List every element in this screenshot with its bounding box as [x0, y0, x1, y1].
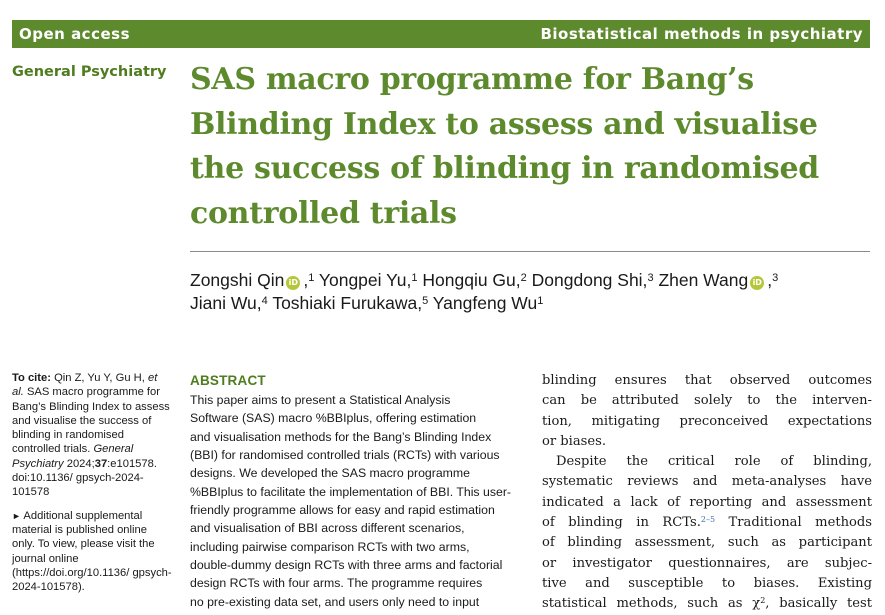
abstract-line: and visualisation methods for the Bang’s Blinding Index	[190, 429, 492, 444]
orcid-icon[interactable]: iD	[750, 276, 764, 290]
abstract-line: This paper aims to present a Statistical Analysis	[190, 393, 451, 407]
body-line: blinding ensures that observed outcomes	[542, 373, 872, 388]
abstract-text	[190, 391, 530, 611]
supplemental-text[interactable]: Additional supplemental material is published online only. To view, please visit the journal online (https://doi.org/10.1136/ gpsych-2024-101578).	[12, 509, 172, 594]
body-line: tive and susceptible to biases. Existing	[542, 575, 872, 591]
abstract-line: no pre-existing data set, and users only need to input	[190, 594, 480, 609]
cite-journal: General Psychiatry	[12, 443, 134, 470]
cite-year: 2024;	[66, 457, 95, 470]
affiliation-ref: 1	[308, 272, 315, 284]
title-line: Blinding Index to assess and visualise	[190, 106, 818, 142]
author-name[interactable]: Zhen Wang	[658, 270, 749, 290]
abstract-line: (BBI) for randomised controlled trials (RCTs) with various	[190, 448, 500, 463]
body-text	[542, 371, 872, 615]
author-list: Zongshi Qin iD ,$^1$ Yongpei Yu,$^1$ Hongqiu Gu,$^2$ Dongdong Shi,$^3$ Zhen Wang iD ,$^3$ Jiani Wu,$^4$ Toshiaki Furukawa,$^5$ Yangfeng Wu$^1$	[190, 270, 779, 313]
reference-link[interactable]: 2–5	[700, 515, 716, 525]
citation-block	[12, 371, 172, 500]
header-bar	[12, 20, 870, 48]
abstract-line: Software (SAS) macro %BBIplus, offering estimation	[190, 411, 477, 426]
author-name[interactable]: Yongpei Yu,	[318, 270, 412, 290]
cite-authors: Qin Z, Yu Y, Gu H,	[54, 372, 145, 384]
abstract-line: designs. We developed the SAS macro programme	[190, 466, 471, 481]
superscript: 2	[760, 596, 766, 606]
affiliation-ref: 5	[422, 295, 429, 307]
cite-label: To cite:	[12, 372, 51, 384]
affiliation-ref: 1	[411, 272, 418, 284]
journal-name: General Psychiatry	[12, 64, 167, 80]
author-name[interactable]: Jiani Wu,	[190, 293, 262, 313]
cite-etal: et al.	[12, 372, 158, 399]
body-line: systematic reviews and meta-analyses have	[542, 474, 872, 490]
section-label: Biostatistical methods in psychiatry	[540, 25, 863, 43]
body-line: indicated a lack of reporting and assessment	[542, 494, 872, 510]
abstract-line: %BBIplus to facilitate the implementation of BBI. This user-	[190, 484, 512, 499]
affiliation-ref: 3	[647, 272, 654, 284]
cite-doi[interactable]: :e101578. doi:10.1136/ gpsych-2024-101578	[12, 457, 157, 499]
abstract-line: including pairwise comparison RCTs with two arms,	[190, 539, 470, 554]
abstract-line: and visualisation of BBI across different scenarios,	[190, 521, 465, 536]
affiliation-ref: 3	[772, 272, 779, 284]
title-line: controlled trials	[190, 195, 457, 231]
author-name[interactable]: Zongshi Qin	[190, 270, 285, 290]
supplemental-note	[12, 509, 172, 595]
body-line: or investigator questionnaires, are subjec-	[542, 555, 872, 571]
body-line: can be attributed solely to the interven-	[542, 393, 872, 409]
author-name[interactable]: Toshiaki Furukawa,	[272, 293, 423, 313]
body-line: of blinding in RCTs.$^{2-5}$ Traditional methods	[542, 515, 872, 531]
author-name[interactable]: Hongqiu Gu,	[422, 270, 521, 290]
title-divider	[190, 251, 870, 252]
title-line: SAS macro programme for Bang’s	[190, 62, 754, 97]
citation-sidebar	[12, 371, 172, 594]
body-line: tion, mitigating preconceived expectations	[542, 413, 872, 429]
abstract-heading: ABSTRACT	[190, 373, 266, 388]
open-access-label: Open access	[19, 25, 130, 43]
body-line: Despite the critical role of blinding,	[556, 454, 872, 470]
author-name[interactable]: Dongdong Shi,	[531, 270, 648, 290]
body-line: or biases.	[542, 433, 607, 449]
affiliation-ref: 2	[520, 272, 527, 284]
affiliation-ref: 4	[261, 295, 268, 307]
article-title	[190, 58, 880, 236]
body-line: of blinding assessment, such as participant	[542, 535, 872, 551]
author-name[interactable]: Yangfeng Wu	[432, 293, 538, 313]
orcid-icon[interactable]: iD	[286, 276, 300, 290]
abstract-line: design RCTs with four arms. The programme requires	[190, 576, 483, 591]
cite-volume: 37	[94, 457, 108, 470]
cite-title: SAS macro programme for Bang’s Blinding Index to assess and visualise the success of blinding in randomised controlled trials.	[12, 386, 170, 456]
abstract-line: friendly programme allows for easy and rapid estimation	[190, 503, 495, 518]
title-line: the success of blinding in randomised	[190, 151, 819, 186]
affiliation-ref: 1	[537, 295, 544, 307]
abstract-line: double-dummy design RCTs with three arms and factorial	[190, 558, 503, 573]
body-line: statistical methods, such as $\chi^2$, basically test	[542, 596, 872, 612]
triangle-marker-icon: ►	[12, 510, 21, 521]
